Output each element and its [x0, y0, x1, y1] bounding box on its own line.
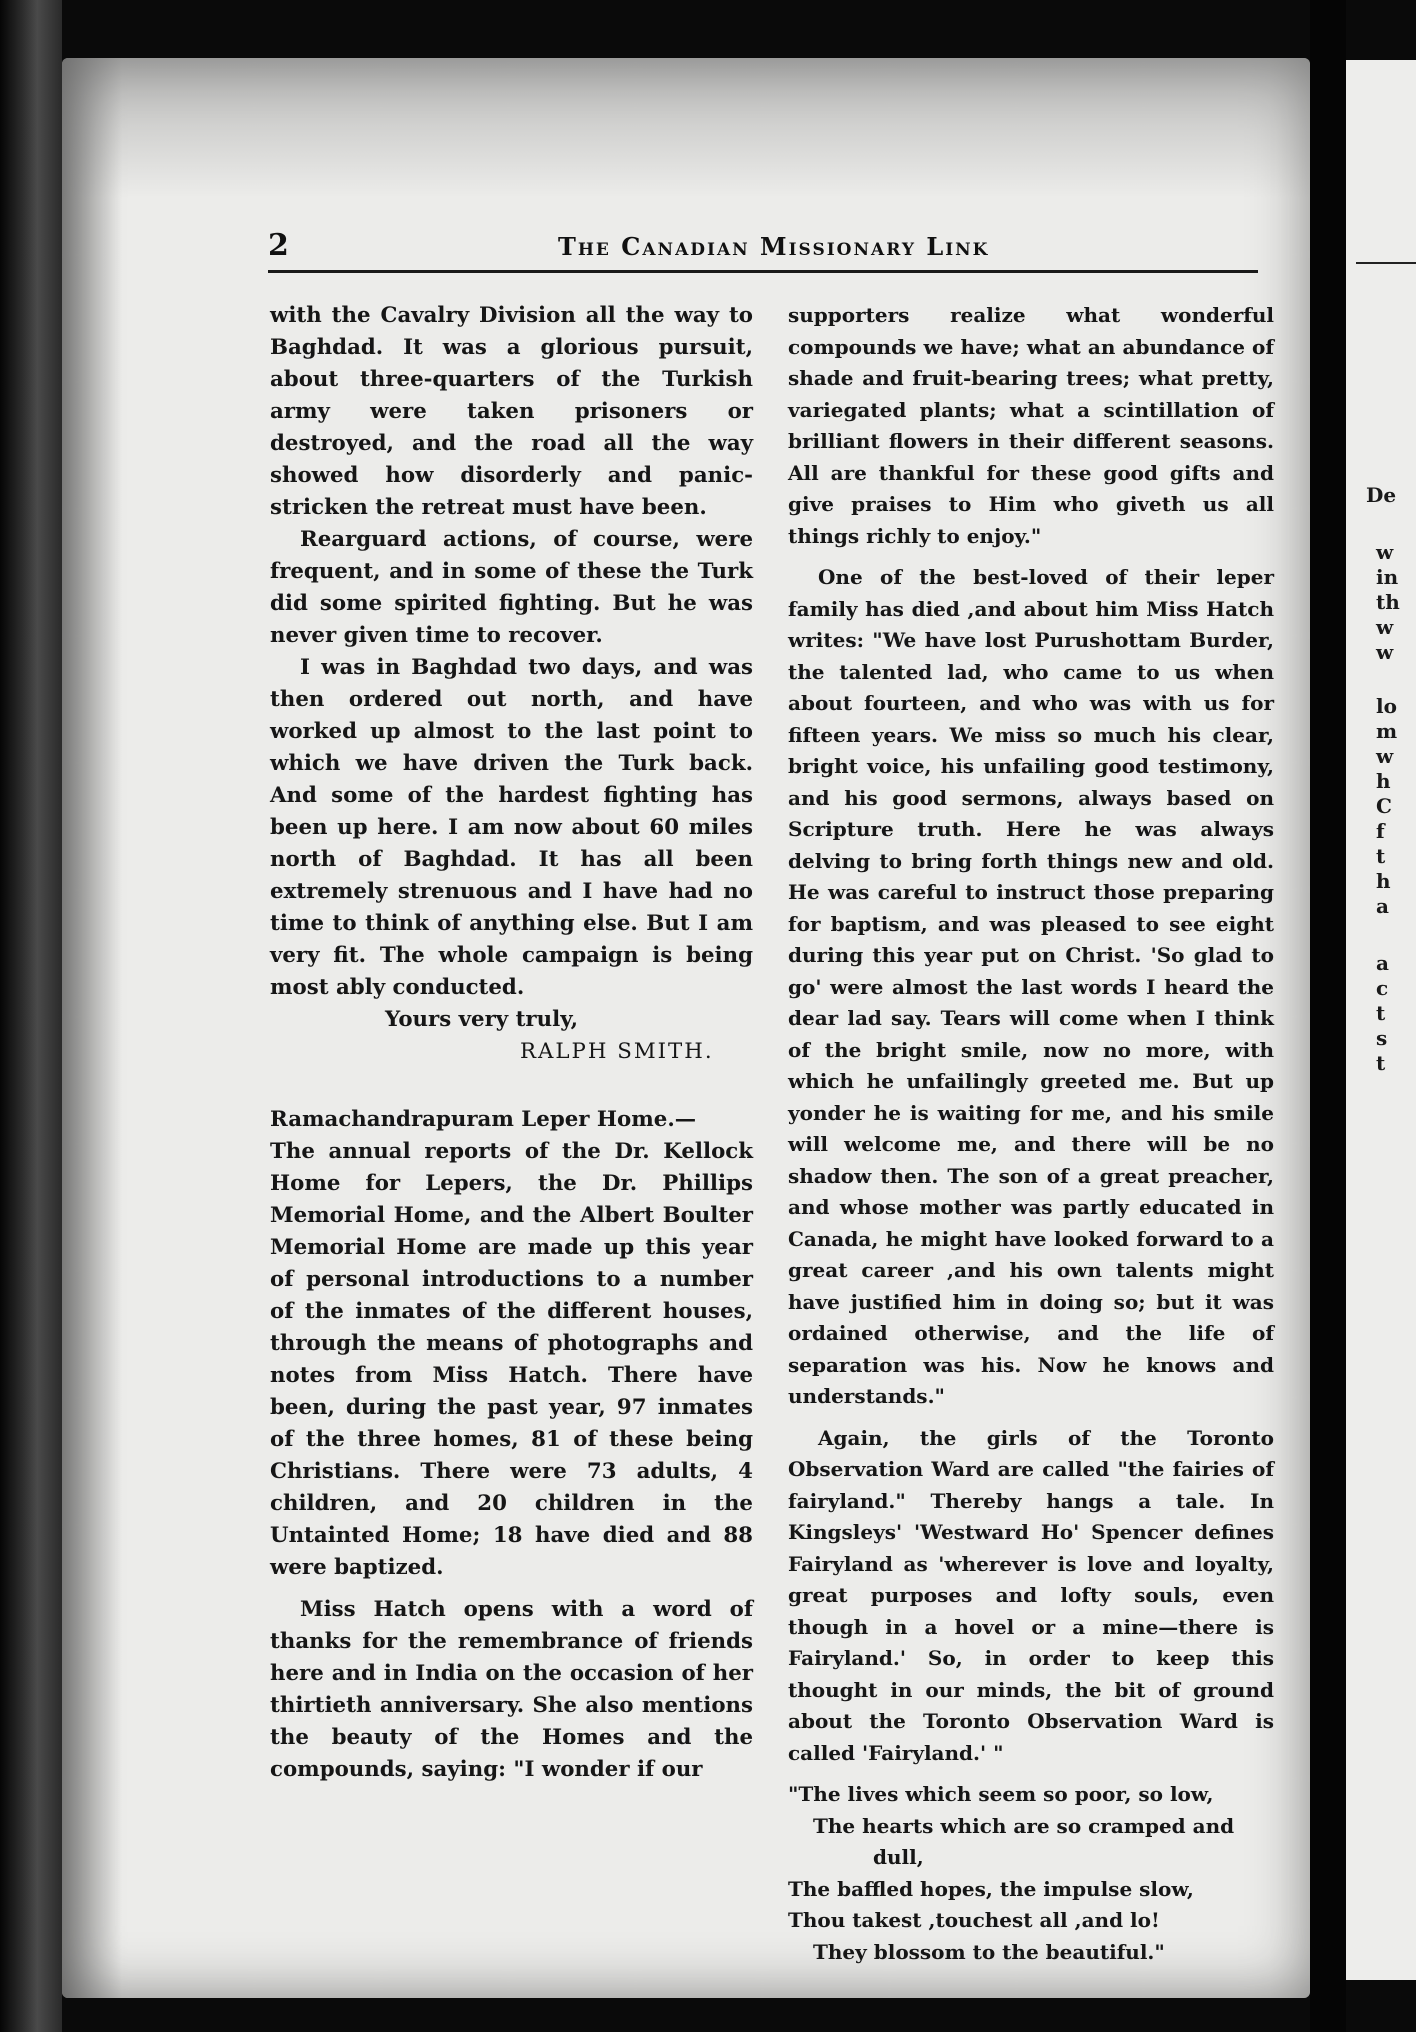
- facing-page-fragment: w: [1376, 640, 1394, 664]
- section-heading: Ramachandrapuram Leper Home.—: [270, 1107, 697, 1132]
- facing-page-fragment: h: [1376, 769, 1391, 793]
- verse-line: The baffled hopes, the impulse slow,: [788, 1876, 1194, 1901]
- facing-page-fragment: w: [1376, 744, 1394, 768]
- verse-line: They blossom to the beautiful.": [813, 1939, 1165, 1964]
- facing-page-fragment: t: [1376, 1001, 1386, 1025]
- paragraph: Miss Hatch opens with a word of thanks for the remembrance of friends here and in India on the occasion of her thirtieth anniversary. She also mentions the beauty of the Homes and the compounds, saying: "I wonder if our: [270, 1597, 753, 1782]
- verse-line: The hearts which are so cramped and: [813, 1813, 1235, 1838]
- facing-page-fragment: t: [1376, 1051, 1386, 1075]
- facing-page-fragment: t: [1376, 844, 1386, 868]
- paragraph-spacer: [788, 552, 1274, 562]
- letter-closing: Yours very truly,: [385, 1007, 578, 1032]
- facing-page-fragment: a: [1376, 894, 1389, 918]
- verse-line: "The lives which seem so poor, so low,: [788, 1782, 1214, 1806]
- right-column: [788, 300, 1274, 1968]
- paragraph-spacer: [270, 1584, 753, 1594]
- page-edge-shadow: [62, 58, 122, 1998]
- section-spacer: [270, 1068, 753, 1104]
- section-heading-paragraph: [270, 1104, 753, 1136]
- verse-line: Thou takest ,touchest all ,and lo!: [788, 1908, 1160, 1932]
- paragraph: Again, the girls of the Toronto Observation Ward are called "the fairies of fairyland." Thereby hangs a tale. In Kingsleys' 'Westward Ho' Spencer defines Fairyland as 'wherever is love and loyalty, great purposes and lofty souls, even though in a hovel or a mine—there is Fairyland.' So, in order to keep this thought in our minds, the bit of ground about the Toronto Observation Ward is called 'Fairyland.' ": [788, 1425, 1274, 1765]
- facing-page-fragment: a: [1376, 951, 1389, 975]
- letter-signature: RALPH SMITH.: [520, 1039, 714, 1064]
- page-header: [268, 228, 1258, 268]
- facing-page-fragment: m: [1376, 719, 1398, 743]
- page-top-shadow: [62, 58, 1310, 198]
- facing-page-fragment: lo: [1376, 694, 1397, 718]
- facing-page-fragment: C: [1376, 794, 1392, 818]
- paragraph: Rearguard actions, of course, were frequent, and in some of these the Turk did some spirited fighting. But he was never given time to recover.: [270, 527, 753, 648]
- paragraph: The annual reports of the Dr. Kellock Home for Lepers, the Dr. Phillips Memorial Home, and the Albert Boulter Memorial Home are made up this year of personal introductions to a number of the inmates of the different houses, through the means of photographs and notes from Miss Hatch. There have been, during the past year, 97 inmates of the three homes, 81 of these being Christians. There were 73 adults, 4 children, and 20 children in the Untainted Home; 18 have died and 88 were baptized.: [270, 1139, 753, 1580]
- running-title: The Canadian Missionary Link: [558, 232, 990, 261]
- page-number: 2: [268, 228, 289, 263]
- facing-page-fragment: c: [1376, 976, 1389, 1000]
- facing-page-fragment: f: [1376, 819, 1385, 843]
- book-spine: [0, 0, 62, 2032]
- facing-page-fragment: s: [1376, 1026, 1388, 1050]
- paragraph: with the Cavalry Division all the way to Baghdad. It was a glorious pursuit, about three-quarters of the Turkish army were taken prisoners or destroyed, and the road all the way showed how disorderly and panic-stricken the retreat must have been.: [270, 303, 753, 520]
- facing-page-fragment: h: [1376, 869, 1391, 893]
- paragraph-spacer: [788, 1769, 1274, 1779]
- facing-page-fragment: De: [1366, 483, 1397, 507]
- facing-page-rule: [1356, 262, 1416, 264]
- header-rule: [268, 270, 1258, 273]
- book-gutter: [1310, 0, 1346, 2032]
- paragraph: One of the best-loved of their leper family has died ,and about him Miss Hatch writes: "We have lost Purushottam Burder, the talented lad, who came to us when about fourteen, and who was with us for fifteen years. We miss so much his clear, bright voice, his unfailing good testimony, and his good sermons, always based on Scripture truth. Here he was always delving to bring forth things new and old. He was careful to instruct those preparing for baptism, and was pleased to see eight during this year put on Christ. 'So glad to go' were almost the last words I heard the dear lad say. Tears will come when I think of the bright smile, now no more, with which he unfailingly greeted me. But up yonder he is waiting for me, and his smile will welcome me, and there will be no shadow then. The son of a great preacher, and whose mother was partly educated in Canada, he might have looked forward to a great career ,and his own talents might have justified him in doing so; but it was ordained otherwise, and the life of separation was his. Now he knows and understands.": [788, 565, 1274, 1408]
- facing-page-fragment: in: [1376, 565, 1399, 589]
- facing-page-fragment: w: [1376, 540, 1394, 564]
- paragraph: supporters realize what wonderful compounds we have; what an abundance of shade and fruit-bearing trees; what pretty, variegated plants; what a scintillation of brilliant flowers in their different seasons. All are thankful for these good gifts and give praises to Him who giveth us all things richly to enjoy.": [788, 303, 1274, 548]
- left-column: [270, 300, 753, 1786]
- paragraph-spacer: [788, 1413, 1274, 1423]
- facing-page-fragment: th: [1376, 590, 1400, 614]
- verse-line: dull,: [873, 1845, 924, 1869]
- facing-page-fragment: w: [1376, 615, 1394, 639]
- paragraph: I was in Baghdad two days, and was then ordered out north, and have worked up almost to the last point to which we have driven the Turk back. And some of the hardest fighting has been up here. I am now about 60 miles north of Baghdad. It has all been extremely strenuous and I have had no time to think of anything else. But I am very fit. The whole campaign is being most ably conducted.: [270, 655, 753, 1000]
- facing-page-edge: [1346, 60, 1416, 1980]
